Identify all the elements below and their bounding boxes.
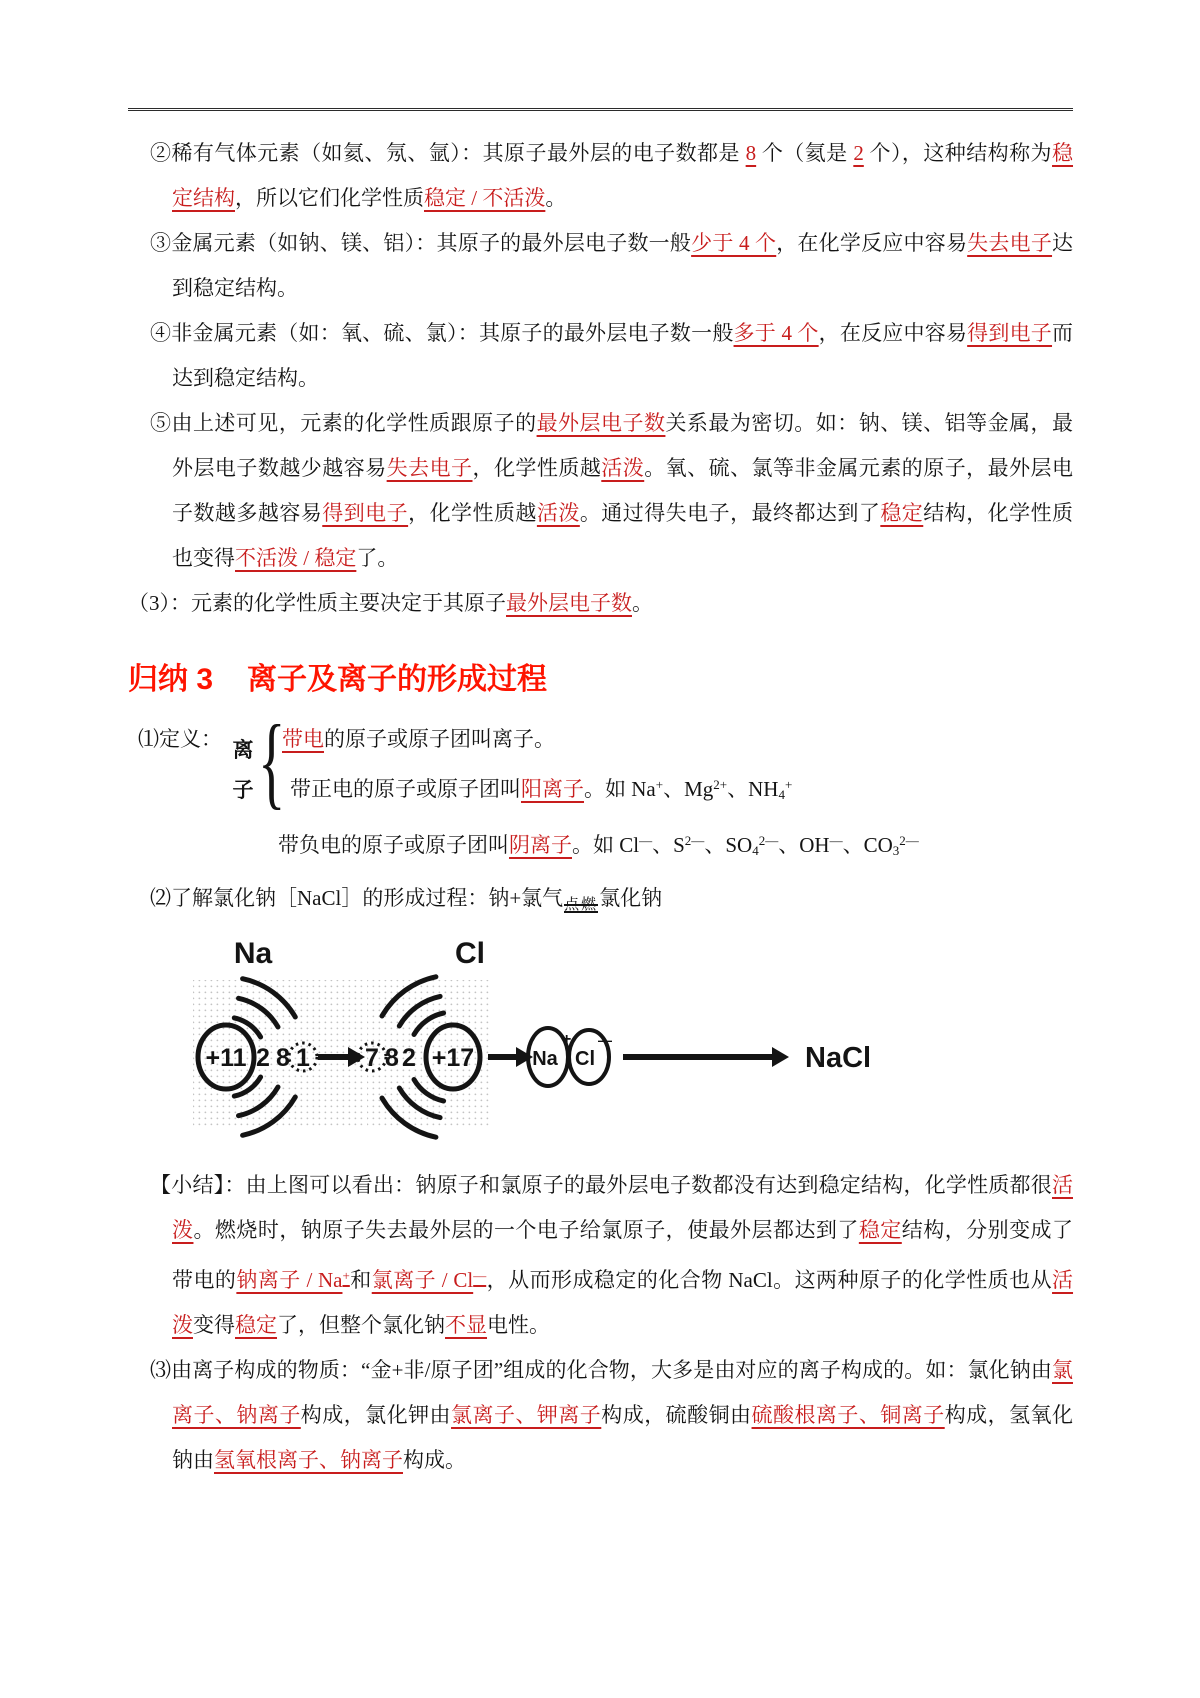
page-content — [128, 111, 1074, 1483]
heading-title: 离子及离子的形成过程 — [247, 663, 548, 696]
na-nucleus-charge: +11 — [205, 1044, 247, 1073]
section-electron-points — [128, 131, 1074, 626]
reaction-condition — [564, 898, 598, 913]
na-atom-label: Na — [233, 937, 273, 971]
na-ion-charge: + — [562, 1031, 572, 1049]
paragraph-noble-gases: ②稀有气体元素（如氦、氖、氩）：其原子最外层的电子数都是 8 个（氦是 2 个），这种结构称为稳定结构，所以它们化学性质稳定 / 不活泼。 — [150, 141, 1074, 210]
brace-glyph: { — [258, 704, 286, 819]
definition-line-charged: 带电的原子或原子团叫离子。 — [282, 727, 555, 751]
nacl-formation-diagram — [168, 925, 1073, 1155]
na-shell-mid-count: 8 — [276, 1044, 290, 1073]
paragraph-metals: ③金属元素（如钠、镁、铝）：其原子的最外层电子数一般少于 4 个，在化学反应中容易失去电子达到稳定结构。 — [150, 231, 1074, 300]
cl-ion-charge: — — [598, 1032, 612, 1049]
ion-term: 离子 — [232, 738, 254, 802]
definition-line-cation: 带正电的原子或原子团叫阳离子。如 Na+、$Mg^{2+}$、$NH_4^+$ — [290, 777, 793, 803]
na-ion-symbol: Na — [532, 1048, 558, 1071]
arrow-3-head-icon — [772, 1047, 789, 1067]
paragraph-summary-box: 【小结】：由上图可以看出：钠原子和氯原子的最外层电子数都没有达到稳定结构，化学性质都很活泼。燃烧时，钠原子失去最外层的一个电子给氯原子，使最外层都达到了稳定结构，分别变成了带电的钠离子 / Na+和氯离子 / Cl—，从而形成稳定的化合物 NaCl。这两种原子的化学性质也从活泼变得稳定了，但整个氯化钠不显电性。 — [150, 1173, 1074, 1338]
cl-shell-outer-count: 7 — [365, 1044, 379, 1073]
paragraph-summary-point: ⑤由上述可见，元素的化学性质跟原子的最外层电子数关系最为密切。如：钠、镁、铝等金属，最外层电子数越少越容易失去电子，化学性质越活泼。氧、硫、氯等非金属元素的原子，最外层电子数越多越容易得到电子，化学性质越活泼。通过得失电子，最终都达到了稳定结构，化学性质也变得不活泼 / 稳定了。 — [150, 411, 1074, 570]
definition-lines — [278, 716, 1073, 874]
nacl-formation-line — [150, 876, 1073, 921]
definition-line-anion: 带负电的原子或原子团叫阴离子。如 Cl—、$S^{2—}$、$SO_4^{2—}$、OH—、$CO_3^{2—}$ — [278, 833, 919, 859]
section-heading-ions — [128, 660, 1073, 700]
cl-nucleus-charge: +17 — [431, 1044, 475, 1073]
na-shell-inner-count: 2 — [256, 1044, 270, 1073]
formation-equation-suffix: 氯化钠 — [599, 886, 663, 911]
heading-number: 归纳 3 — [128, 663, 214, 696]
reaction-condition-label: 点燃 — [564, 897, 599, 914]
cl-atom-label: Cl — [455, 937, 485, 971]
cl-shell-inner-count: 2 — [402, 1044, 416, 1073]
paragraph-ionic-substances: ⑶由离子构成的物质：“金+非/原子团”组成的化合物，大多是由对应的离子构成的。如：氯化钠由氯离子、钠离子构成，氯化钾由氯离子、钾离子构成，硫酸铜由硫酸根离子、铜离子构成，氢氧化钠由氢氧根离子、钠离子构成。 — [150, 1358, 1074, 1473]
formation-equation-prefix: ⑵了解氯化钠［NaCl］的形成过程：钠+氯气 — [150, 886, 564, 911]
cl-shell-mid-count: 8 — [385, 1044, 399, 1073]
cl-ion-symbol: Cl — [575, 1048, 595, 1071]
paragraph-nonmetals: ④非金属元素（如：氧、硫、氯）：其原子的最外层电子数一般多于 4 个，在反应中容易得到电子而达到稳定结构。 — [150, 321, 1074, 390]
paragraph-conclusion: （3）：元素的化学性质主要决定于其原子最外层电子数。 — [128, 591, 653, 615]
definition-label: ⑴定义： — [138, 727, 222, 751]
na-shell-outer-count: 1 — [296, 1044, 310, 1073]
atom-diagram-svg — [168, 925, 928, 1155]
product-label: NaCl — [805, 1042, 872, 1075]
ion-definition-block — [138, 704, 1073, 874]
